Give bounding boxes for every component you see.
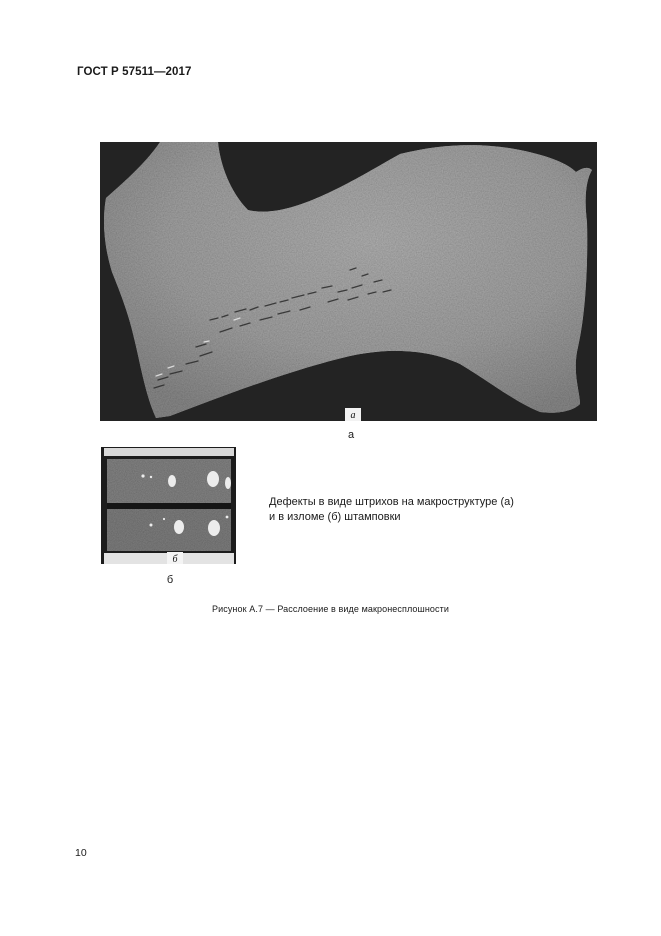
macrostructure-photo <box>100 142 597 421</box>
document-code: ГОСТ Р 57511—2017 <box>77 66 192 78</box>
photo-b-inset-label: б <box>172 554 178 564</box>
photo-a-caption-letter: а <box>347 429 355 441</box>
page-number: 10 <box>75 847 87 859</box>
fracture-photo <box>101 447 236 564</box>
defect-description <box>269 495 569 525</box>
defect-description-line: Дефекты в виде штрихов на макроструктуре (а) <box>269 496 514 508</box>
photo-a-inset-label: а <box>350 410 356 421</box>
defect-description-line: и в изломе (б) штамповки <box>269 511 401 523</box>
figure-caption: Рисунок А.7 — Расслоение в виде макронесплошности <box>212 604 449 614</box>
photo-b-caption-letter: б <box>166 574 174 586</box>
